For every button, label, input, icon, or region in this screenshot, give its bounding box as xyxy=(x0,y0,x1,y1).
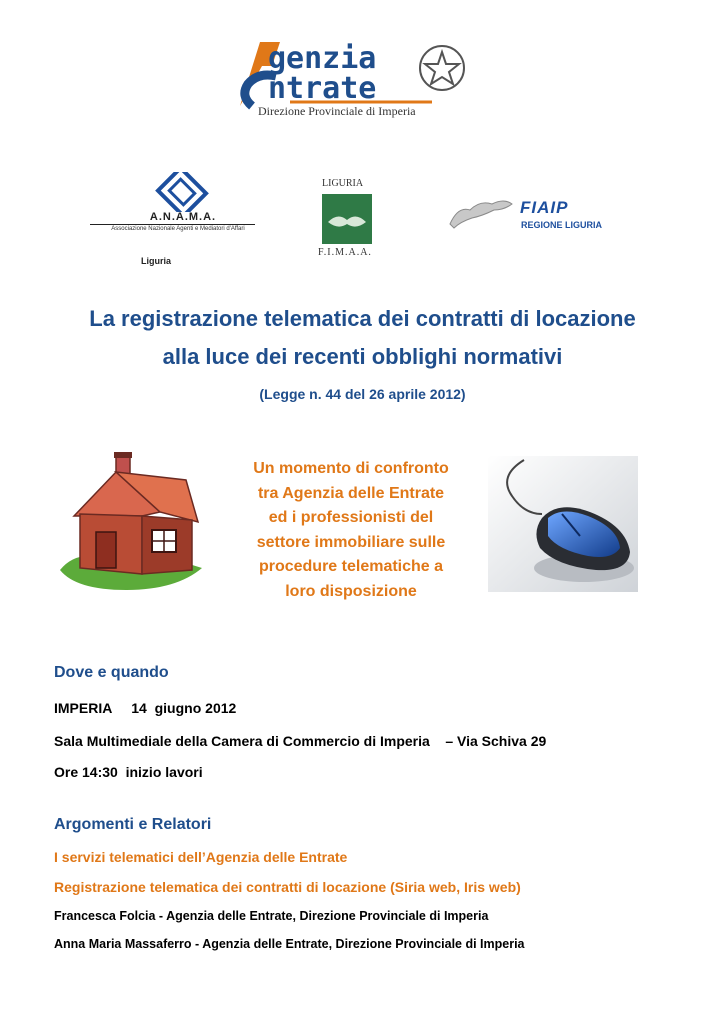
tagline-line: procedure telematiche a xyxy=(258,558,444,575)
fimaa-handshake-icon xyxy=(320,192,374,246)
event-venue: Sala Multimediale della Camera di Commercio di Imperia – Via Schiva 29 xyxy=(54,733,547,749)
computer-mouse-icon xyxy=(488,456,638,592)
anama-name: A.N.A.M.A. xyxy=(149,211,217,223)
argomenti-heading: Argomenti e Relatori xyxy=(54,816,212,833)
fiaip-name: FIAIP xyxy=(520,198,569,217)
logo-subtitle: Direzione Provinciale di Imperia xyxy=(258,104,416,118)
anama-region: Liguria xyxy=(141,256,172,266)
title-line-1: La registrazione telematica dei contratti di locazione xyxy=(89,306,636,331)
fimaa-name: F.I.M.A.A. xyxy=(318,247,372,258)
fiaip-region: REGIONE LIGURIA xyxy=(521,220,603,230)
speaker-item: Anna Maria Massaferro - Agenzia delle Entrate, Direzione Provinciale di Imperia xyxy=(54,937,525,951)
liguria-map-icon xyxy=(448,196,514,230)
topic-item: Registrazione telematica dei contratti di locazione (Siria web, Iris web) xyxy=(54,879,521,895)
dove-heading: Dove e quando xyxy=(54,664,169,681)
anama-emblem-icon xyxy=(152,172,212,212)
tagline-line: Un momento di confronto xyxy=(253,460,449,477)
speaker-item: Francesca Folcia - Agenzia delle Entrate, Direzione Provinciale di Imperia xyxy=(54,909,489,923)
logo-word-agenzia: genzia xyxy=(268,41,377,76)
law-reference: (Legge n. 44 del 26 aprile 2012) xyxy=(259,386,466,402)
tagline-line: loro disposizione xyxy=(285,582,417,600)
event-date: IMPERIA 14 giugno 2012 xyxy=(54,700,237,716)
tagline-line: ed i professionisti del xyxy=(268,509,434,526)
title-line-2: alla luce dei recenti obblighi normativi xyxy=(162,344,563,369)
anama-divider xyxy=(90,224,255,225)
event-time: Ore 14:30 inizio lavori xyxy=(54,764,203,780)
house-icon xyxy=(56,450,206,592)
anama-full-name: Associazione Nazionale Agenti e Mediatori d'Affari xyxy=(111,226,245,232)
tagline-line: settore immobiliare sulle xyxy=(256,533,446,551)
tagline-line: tra Agenzia delle Entrate xyxy=(257,484,445,502)
tagline xyxy=(218,457,484,604)
fimaa-region: LIGURIA xyxy=(322,178,364,189)
topic-item: I servizi telematici dell’Agenzia delle Entrate xyxy=(54,849,348,865)
logo-word-entrate: ntrate xyxy=(268,71,377,106)
